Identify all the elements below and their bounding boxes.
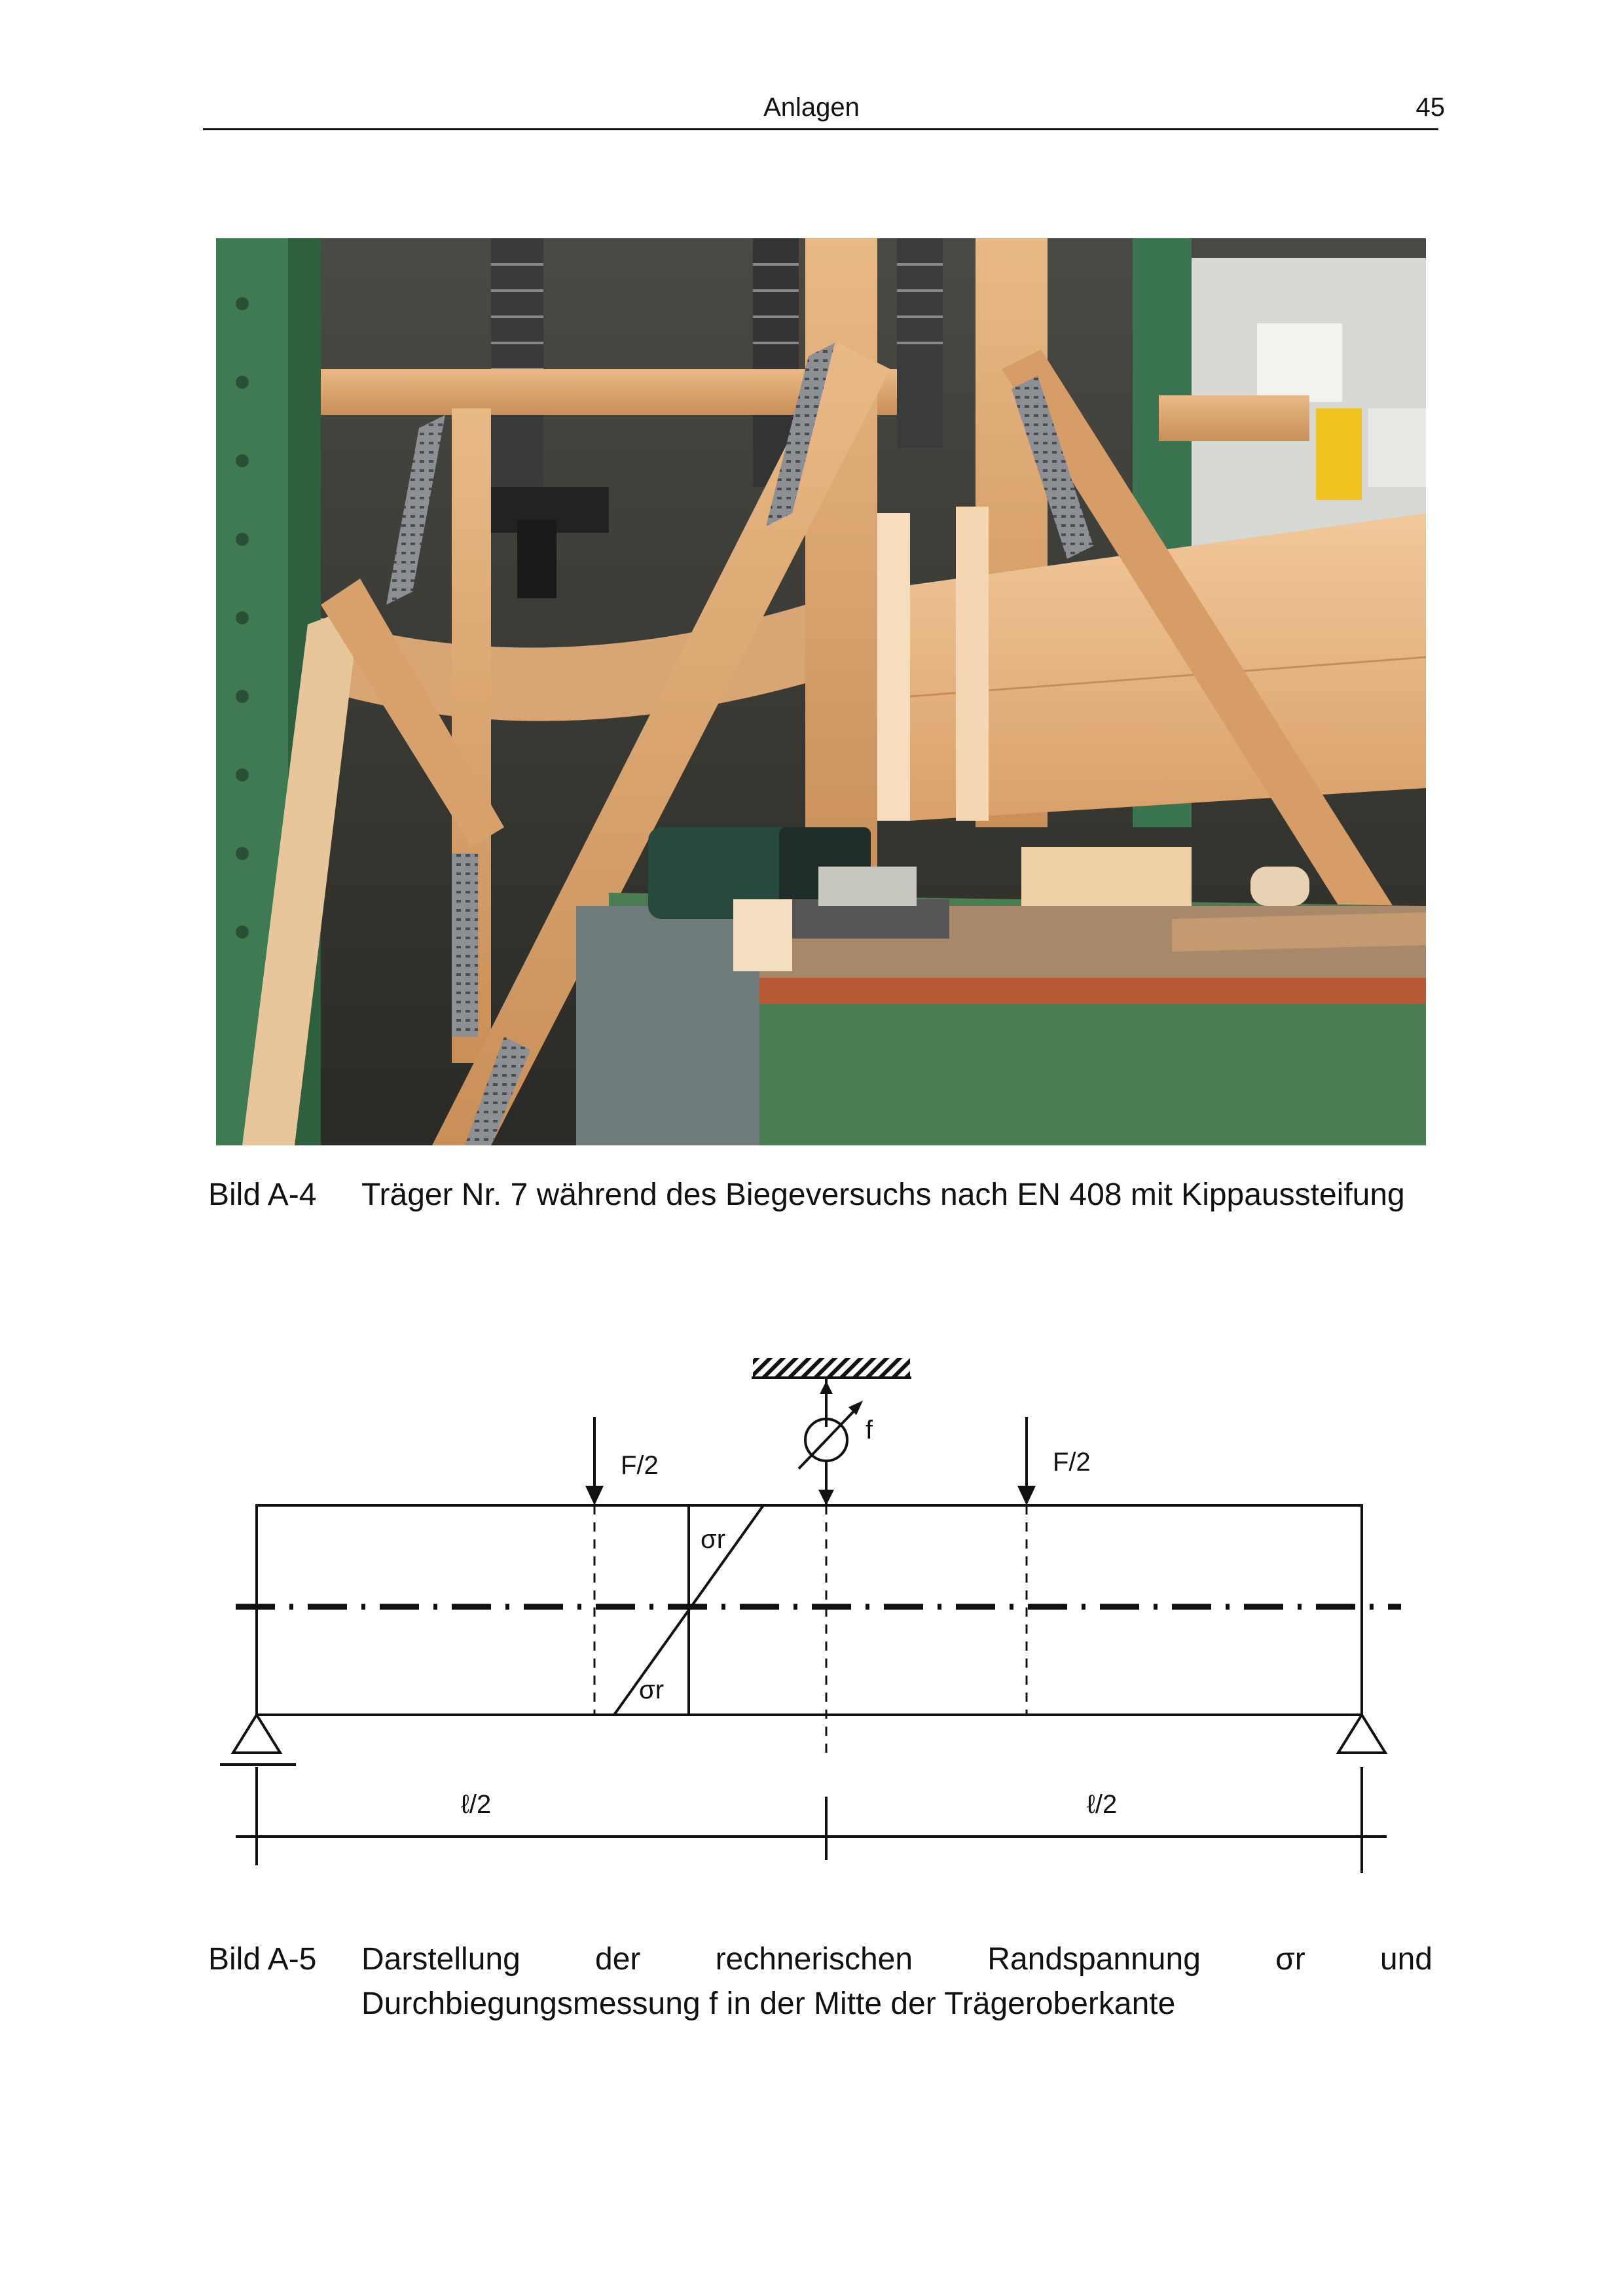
stress-label-bottom: σr xyxy=(639,1676,665,1704)
deflection-label: f xyxy=(866,1416,873,1444)
support-right-icon xyxy=(1338,1715,1385,1753)
beam-outline xyxy=(257,1505,1362,1715)
figure-label-a5: Bild A-5 xyxy=(208,1942,317,1977)
support-left-icon xyxy=(220,1715,296,1765)
page-number: 45 xyxy=(1415,93,1445,122)
deflection-gauge-icon xyxy=(799,1401,863,1469)
span-label-right: ℓ/2 xyxy=(1087,1790,1118,1819)
load-label-left: F/2 xyxy=(621,1451,659,1480)
figure-caption-a5 xyxy=(208,1937,1432,2026)
running-header: Anlagen xyxy=(763,93,860,122)
figure-caption-text-a5: Darstellung der rechnerischen Randspannung σr und Durchbiegungsmessung f in der Mitte der Trägeroberkante xyxy=(361,1942,1432,2021)
stress-label-top: σr xyxy=(701,1525,726,1554)
beam-diagram xyxy=(0,1335,1623,1898)
test-setup-photo xyxy=(216,238,1426,1145)
fixed-support-hatch xyxy=(753,1358,910,1378)
figure-label-a4: Bild A-4 xyxy=(208,1177,317,1212)
load-label-right: F/2 xyxy=(1053,1448,1091,1477)
span-label-left: ℓ/2 xyxy=(461,1790,492,1819)
header-rule xyxy=(203,128,1438,130)
figure-caption-text-a4: Träger Nr. 7 während des Biegeversuchs nach EN 408 mit Kippaussteifung xyxy=(361,1177,1405,1212)
figure-caption-a4 xyxy=(208,1173,1432,1217)
